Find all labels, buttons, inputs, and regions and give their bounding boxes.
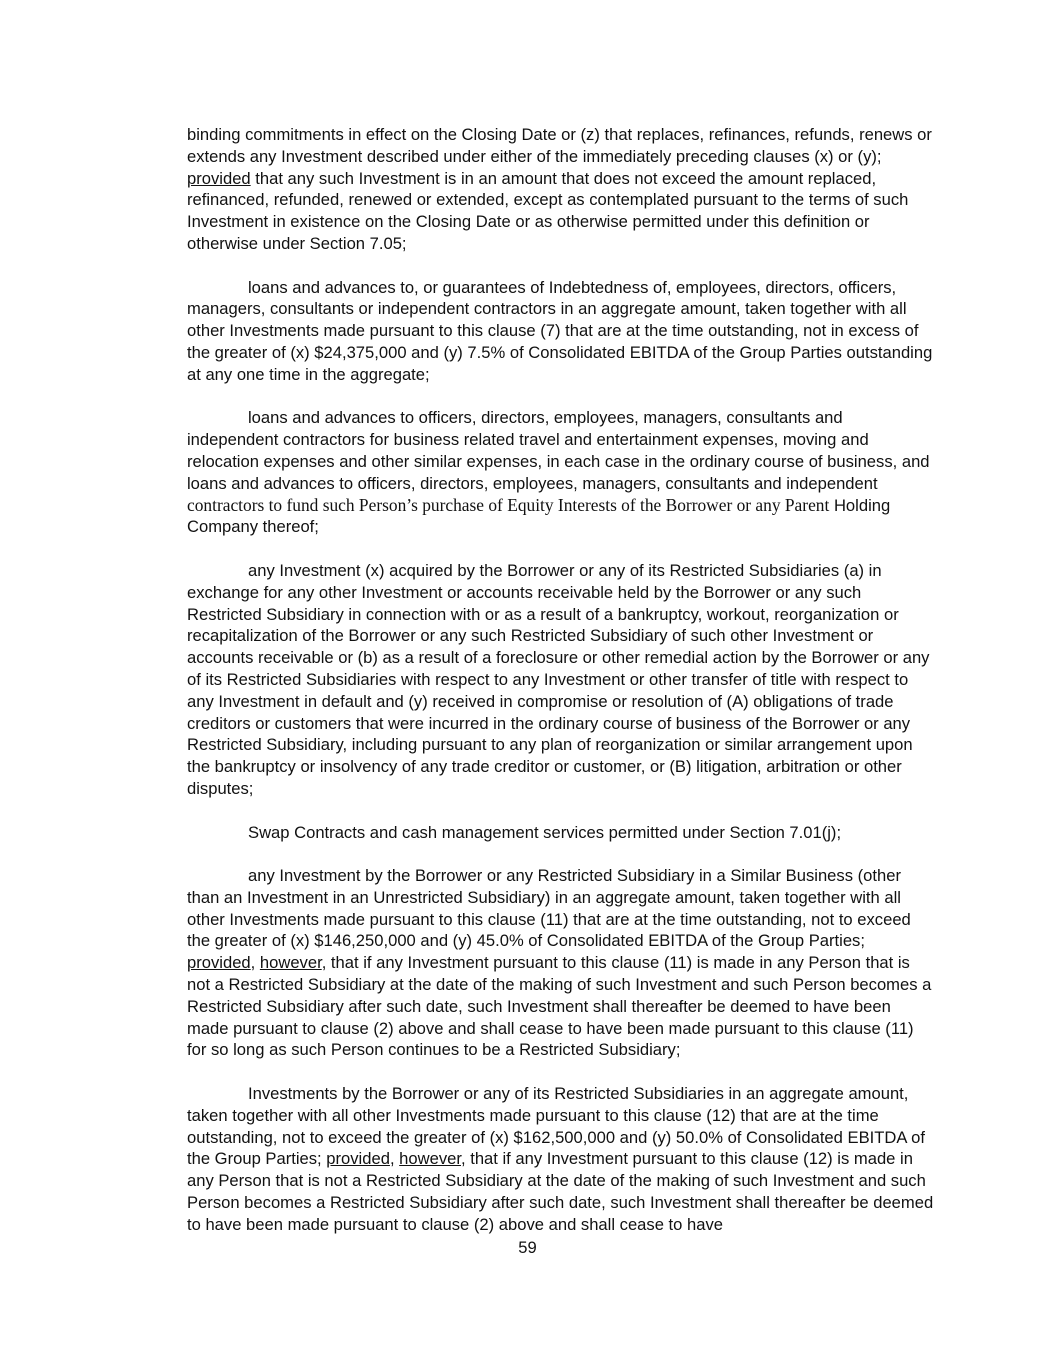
- paragraph-clause-9: [187, 560, 935, 800]
- provided-underlined: provided: [187, 168, 251, 188]
- separator-text: ,: [250, 953, 260, 973]
- however-underlined: however: [259, 953, 322, 973]
- paragraph-clause-8: [187, 407, 935, 538]
- paragraph-text: that any such Investment is in an amount that does not exceed the amount replaced, refinanced, refunded, renewed or extended, except as contemplated pursuant to the terms of such Investment in existence on the Closing Date or as otherwise permitted under this definition or otherwise under Section 7.05;: [187, 168, 909, 253]
- provided-underlined: provided: [187, 953, 251, 973]
- however-underlined: however: [399, 1149, 461, 1169]
- page-number: 59: [518, 1238, 537, 1257]
- paragraph-serif-text: contractors to fund such Person’s purchase of Equity Interests of the Borrower or any Parent: [187, 494, 830, 515]
- paragraph-clause-7: [187, 277, 935, 386]
- paragraph-text: any Investment (x) acquired by the Borrower or any of its Restricted Subsidiaries (a) in exchange for any other Investment or accounts receivable held by the Borrower or any such Restricted Subsidiary in connection with or as a result of a bankruptcy, workout, reorganization or recapitalization of the Borrower or any such Restricted Subsidiary of such other Investment or accounts receivable or (b) as a result of a foreclosure or other remedial action by the Borrower or any of its Restricted Subsidiaries with respect to any Investment or other transfer of title with respect to any Investment in default and (y) received in compromise or resolution of (A) obligations of trade creditors or customers that were incurred in the ordinary course of business of the Borrower or any Restricted Subsidiary, including pursuant to any plan of reorganization or similar arrangement upon the bankruptcy or insolvency of any trade creditor or customer, or (B) litigation, arbitration or other disputes;: [187, 560, 930, 798]
- paragraph-text: loans and advances to officers, directors, employees, managers, consultants and independent contractors for business related travel and entertainment expenses, moving and relocation expenses and other similar expenses, in each case in the ordinary course of business, and loans and advances to officers, directors, employees, managers, consultants and independent: [187, 408, 930, 493]
- paragraph-clause-12: [187, 1083, 935, 1236]
- paragraph-clause-11: [187, 865, 935, 1061]
- paragraph-text: any Investment by the Borrower or any Restricted Subsidiary in a Similar Business (other than an Investment in an Unrestricted Subsidiary) in an aggregate amount, taken together with all other Investments made pursuant to this clause (11) that are at the time outstanding, not to exceed the greater of (x) $146,250,000 and (y) 45.0% of Consolidated EBITDA of the Group Parties;: [187, 866, 911, 951]
- paragraph-text: loans and advances to, or guarantees of Indebtedness of, employees, directors, officers, managers, consultants or independent contractors in an aggregate amount, taken together with all other Investments made pursuant to this clause (7) that are at the time outstanding, not in excess of the greater of (x) $24,375,000 and (y) 7.5% of Consolidated EBITDA of the Group Parties outstanding at any one time in the aggregate;: [187, 277, 933, 384]
- paragraph-text: Swap Contracts and cash management services permitted under Section 7.01(j);: [248, 822, 842, 842]
- paragraph-text: binding commitments in effect on the Closing Date or (z) that replaces, refinances, refunds, renews or extends any Investment described under either of the immediately preceding clauses (x) or (y);: [187, 125, 932, 166]
- provided-underlined: provided: [326, 1149, 390, 1169]
- paragraph-text: , that if any Investment pursuant to this clause (11) is made in any Person that is not a Restricted Subsidiary at the date of the making of such Investment and such Person becomes a Restricted Subsidiary after such date, such Investment shall thereafter be deemed to have been made pursuant to clause (2) above and shall cease to have been made pursuant to this clause (11) for so long as such Person continues to be a Restricted Subsidiary;: [187, 953, 932, 1060]
- document-page: [187, 124, 935, 1236]
- paragraph-text: Investments by the Borrower or any of its Restricted Subsidiaries in an aggregate amount, taken together with all other Investments made pursuant to this clause (12) that are at the time outstanding, not to exceed the greater of (x) $162,500,000 and (y) 50.0% of Consolidated EBITDA of the Group Parties;: [187, 1084, 925, 1169]
- paragraph-text: , that if any Investment pursuant to this clause (12) is made in any Person that is not a Restricted Subsidiary at the date of the making of such Investment and such Person becomes a Restricted Subsidiary after such date, such Investment shall thereafter be deemed to have been made pursuant to clause (2) above and shall cease to have: [187, 1149, 934, 1234]
- paragraph-clause-10: [187, 822, 935, 844]
- paragraph-closing-date-investments: [187, 124, 935, 255]
- separator-text: ,: [389, 1149, 400, 1169]
- paragraph-text: Holding Company thereof;: [187, 495, 891, 537]
